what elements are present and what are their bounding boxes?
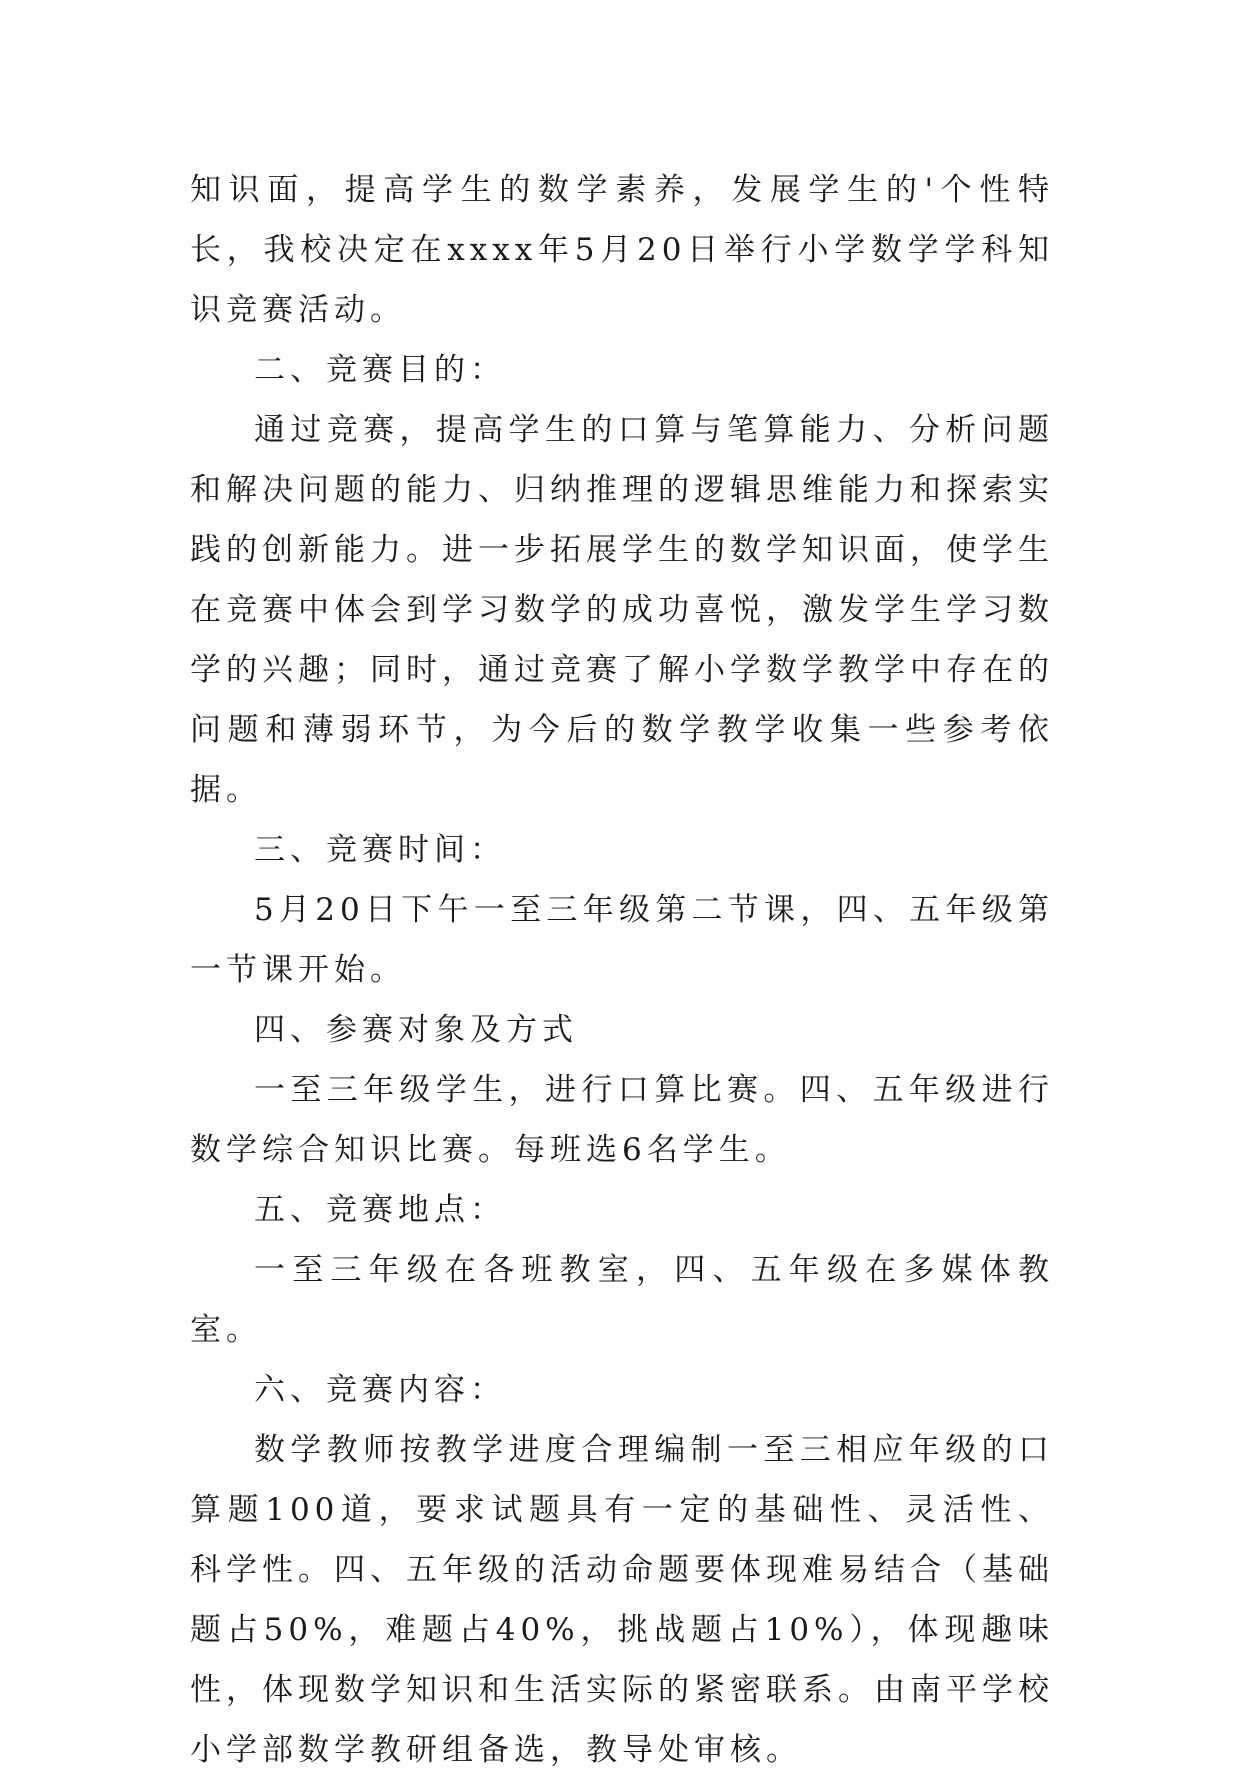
section-heading-content: 六、竞赛内容：: [254, 1372, 506, 1408]
section-heading-purpose: 二、竞赛目的：: [254, 352, 506, 388]
purpose-paragraph: 通过竞赛，提高学生的口算与笔算能力、分析问题和解决问题的能力、归纳推理的逻辑思维能力和探索实践的创新能力。进一步拓展学生的数学知识面，使学生在竞赛中体会到学习数学的成功喜悦，激发学生学习数学的兴趣；同时，通过竞赛了解小学数学教学中存在的问题和薄弱环节，为今后的数学教学收集一些参考依据。: [190, 412, 1054, 808]
time-paragraph: 5月20日下午一至三年级第二节课，四、五年级第一节课开始。: [190, 892, 1054, 988]
document-body: [190, 160, 1054, 1780]
intro-paragraph: 知识面，提高学生的数学素养，发展学生的'个性特长，我校决定在xxxx年5月20日举行小学数学学科知识竞赛活动。: [190, 172, 1054, 328]
section-heading-location: 五、竞赛地点：: [254, 1192, 506, 1228]
section-heading-time: 三、竞赛时间：: [254, 832, 506, 868]
section-heading-participants: 四、参赛对象及方式: [254, 1012, 578, 1048]
content-paragraph: 数学教师按教学进度合理编制一至三相应年级的口算题100道，要求试题具有一定的基础性、灵活性、科学性。四、五年级的活动命题要体现难易结合（基础题占50%，难题占40%，挑战题占10%），体现趣味性，体现数学知识和生活实际的紧密联系。由南平学校小学部数学教研组备选，教导处审核。: [190, 1432, 1054, 1768]
location-paragraph: 一至三年级在各班教室，四、五年级在多媒体教室。: [190, 1252, 1054, 1348]
participants-paragraph: 一至三年级学生，进行口算比赛。四、五年级进行数学综合知识比赛。每班选6名学生。: [190, 1072, 1054, 1168]
